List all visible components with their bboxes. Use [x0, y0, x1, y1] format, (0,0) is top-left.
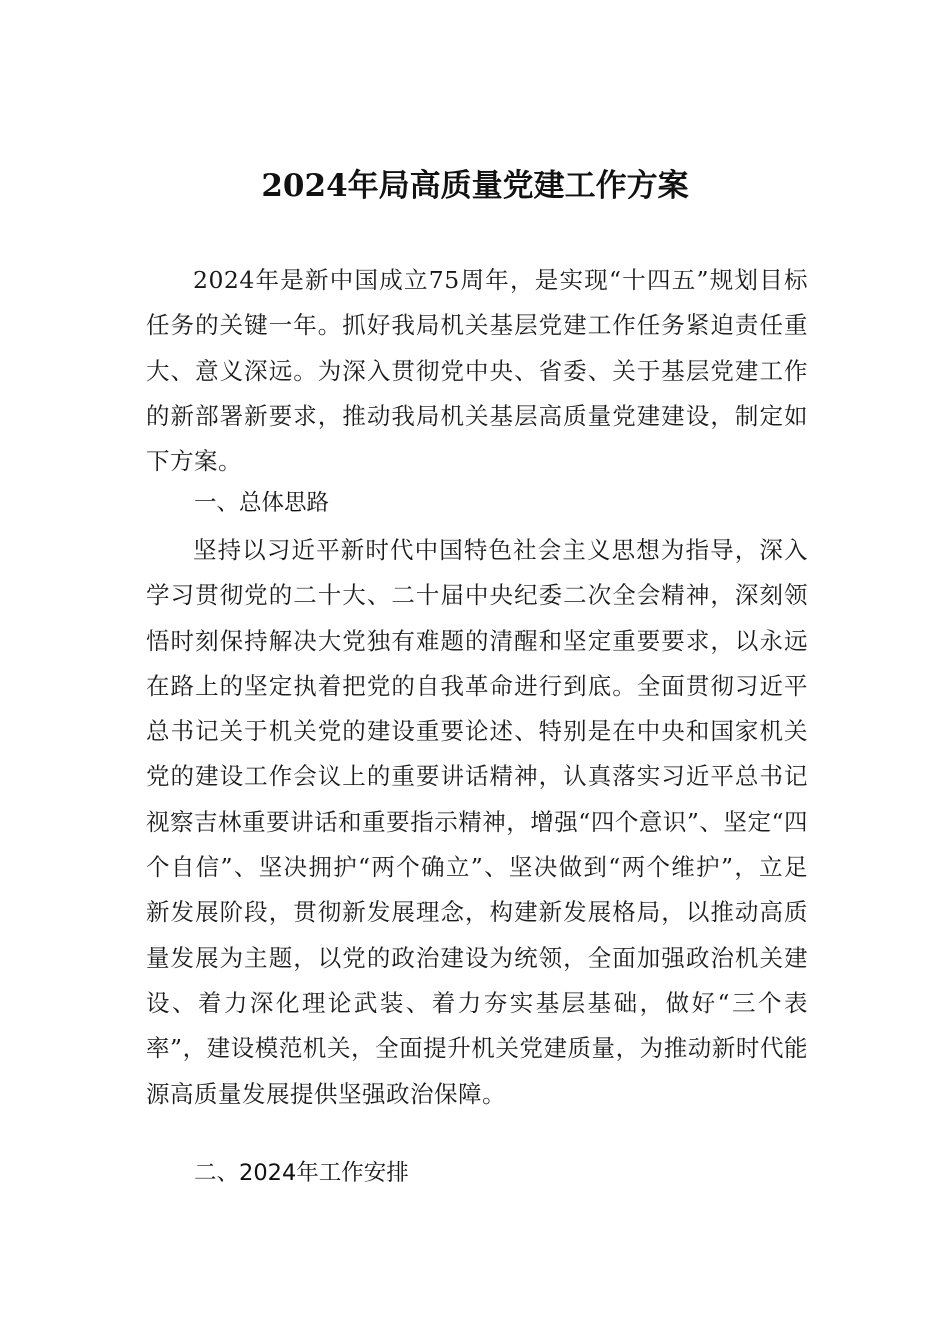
section-body-overall-approach: 坚持以习近平新时代中国特色社会主义思想为指导，深入学习贯彻党的二十大、二十届中央纪委二次全会精神，深刻领悟时刻保持解决大党独有难题的清醒和坚定重要要求，以永远在路上的坚定执着把党的自我革命进行到底。全面贯彻习近平总书记关于机关党的建设重要论述、特别是在中央和国家机关党的建设工作会议上的重要讲话精神，认真落实习近平总书记视察吉林重要讲话和重要指示精神，增强“四个意识”、坚定“四个自信”、坚决拥护“两个确立”、坚决做到“两个维护”，立足新发展阶段，贯彻新发展理念，构建新发展格局，以推动高质量发展为主题，以党的政治建设为统领，全面加强政治机关建设、着力深化理论武装、着力夯实基层基础，做好“三个表率”，建设模范机关，全面提升机关党建质量，为推动新时代能源高质量发展提供坚强政治保障。: [146, 536, 808, 1108]
document-title: 2024年局高质量党建工作方案: [261, 168, 689, 204]
section-heading-work-plan: 二、2024年工作安排: [194, 1160, 409, 1186]
section-heading-overall-approach: 一、总体思路: [194, 490, 330, 516]
intro-paragraph: 2024年是新中国成立75周年，是实现“十四五”规划目标任务的关键一年。抓好我局机关基层党建工作任务紧迫责任重大、意义深远。为深入贯彻党中央、省委、关于基层党建工作的新部署新要求，推动我局机关基层高质量党建建设，制定如下方案。: [146, 266, 808, 476]
